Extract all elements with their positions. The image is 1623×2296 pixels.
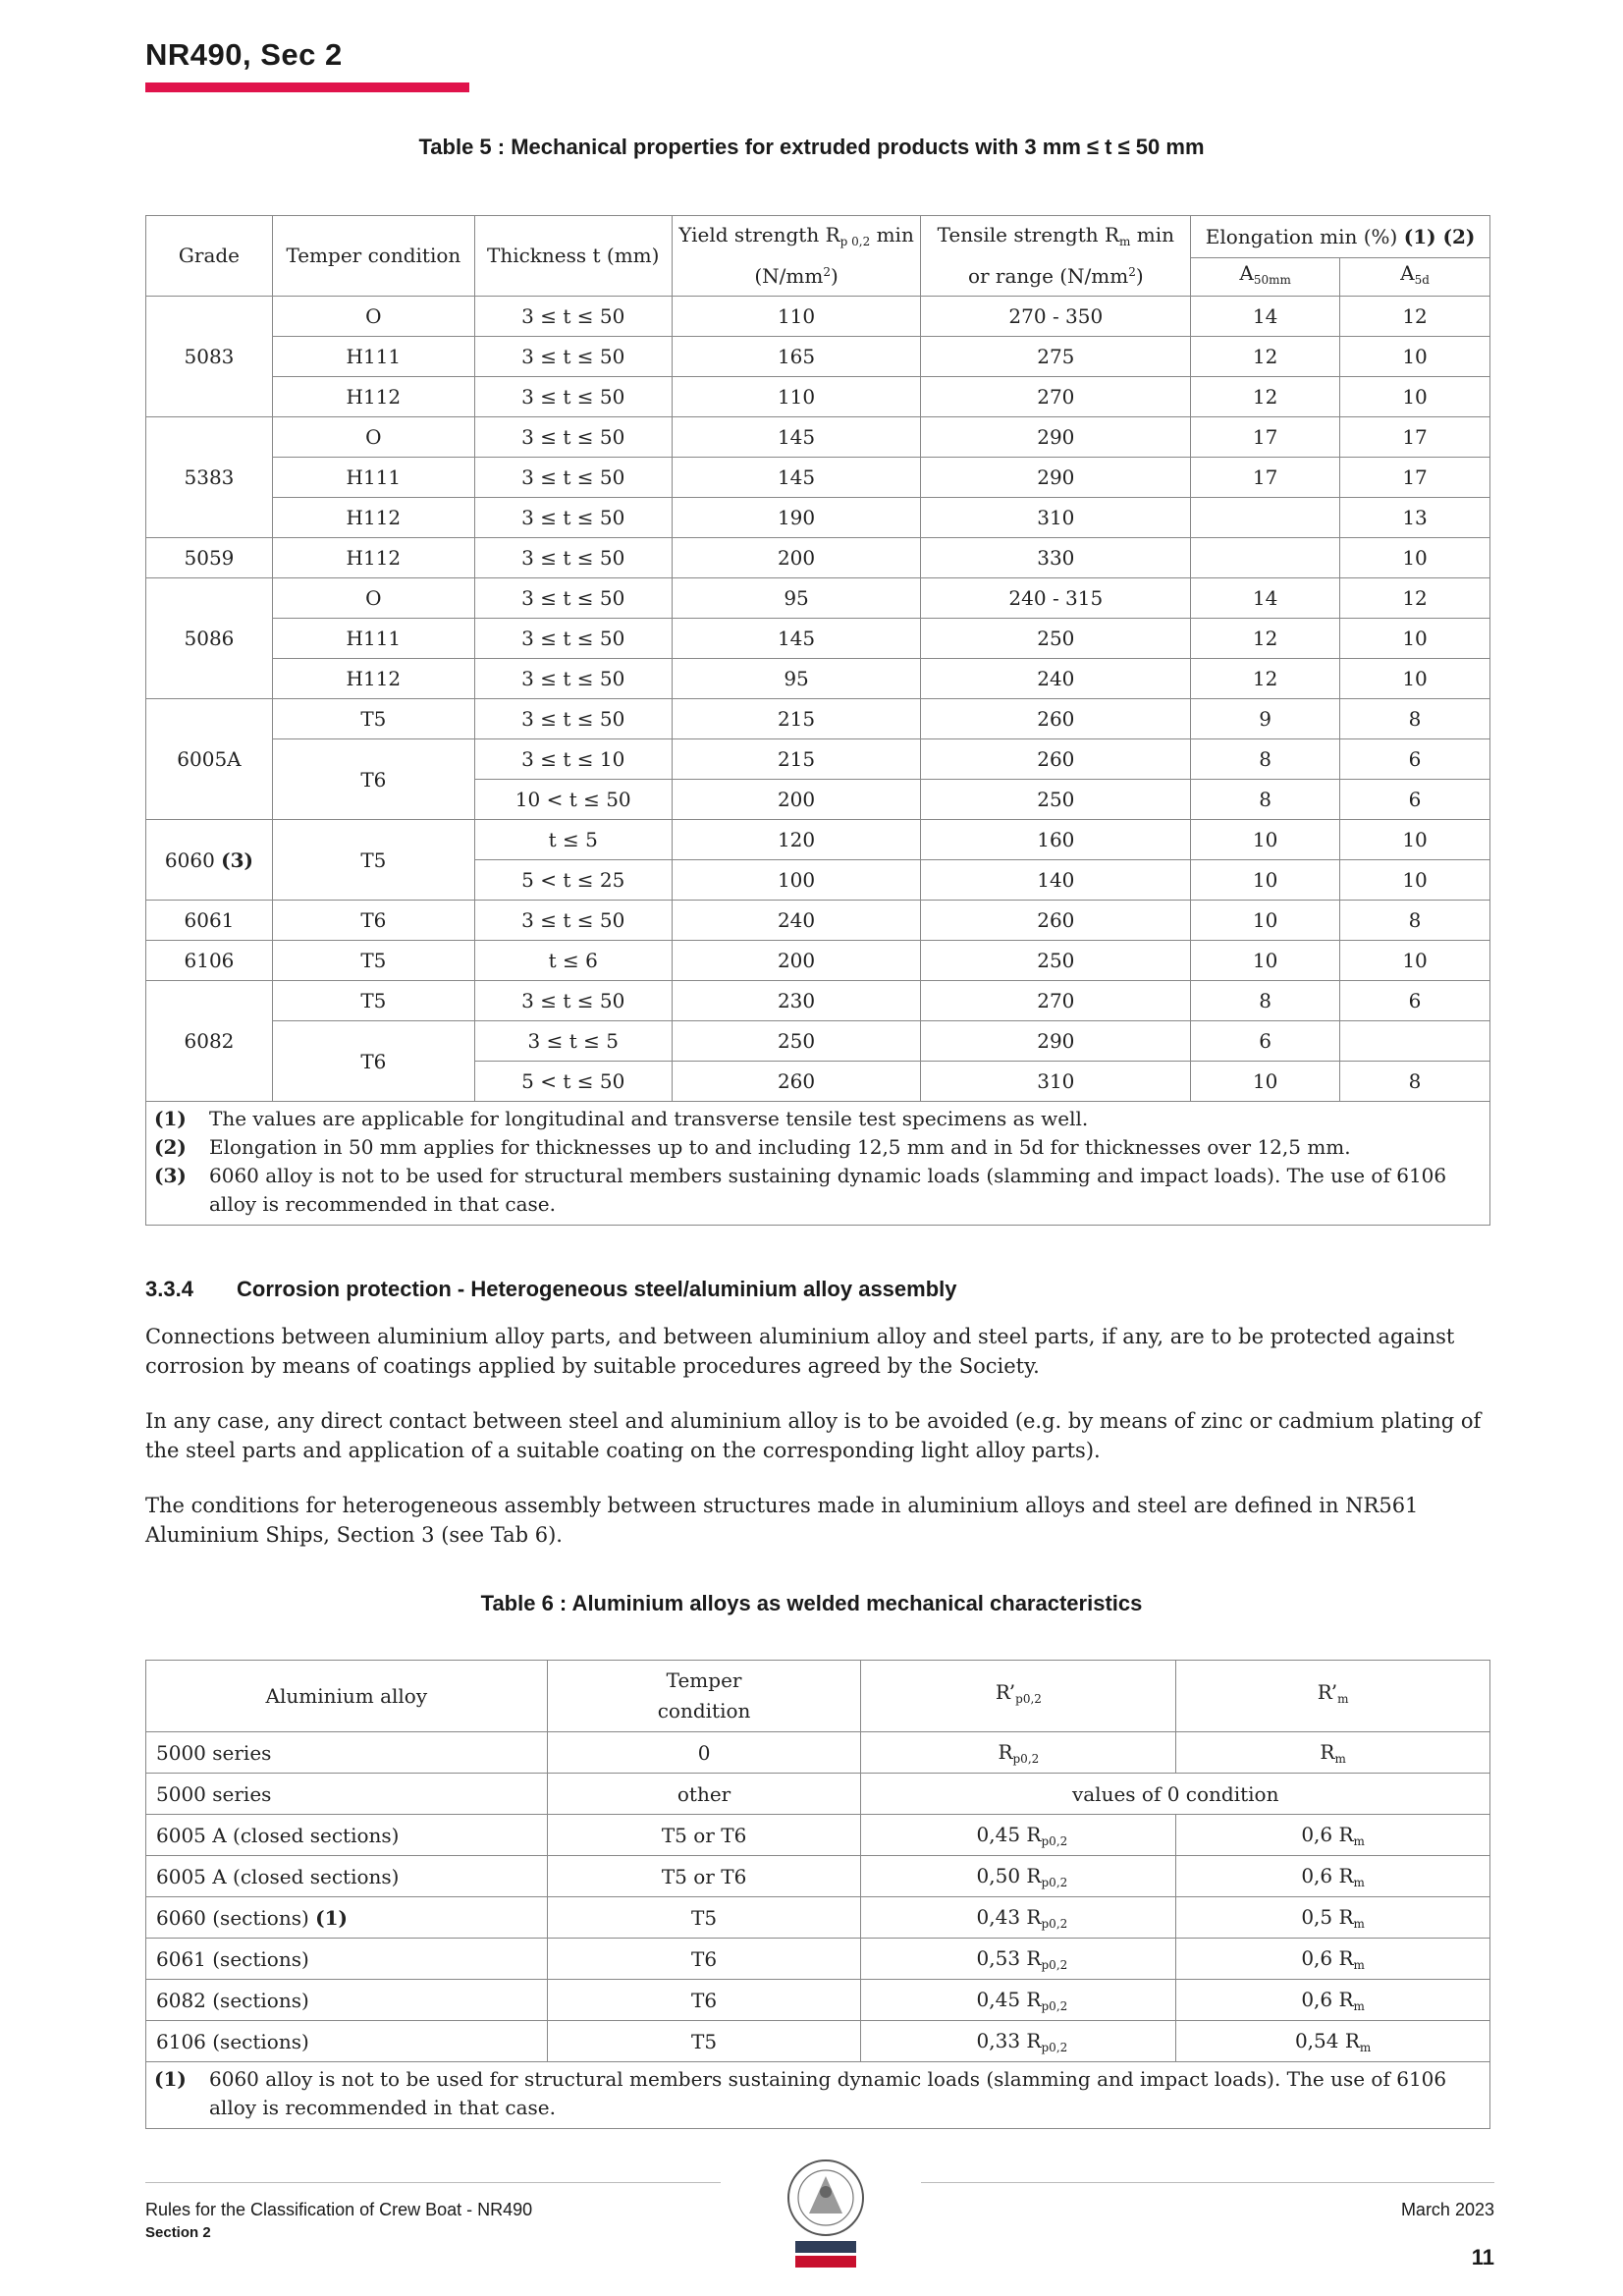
rp-cell: 0,45 $R_{p0,2}$ — [861, 1815, 1176, 1856]
temper-cell: H111 — [272, 337, 474, 377]
table-row — [146, 337, 1490, 377]
table-row — [146, 1897, 1490, 1939]
thickness-cell: 3 ≤ t ≤ 50 — [474, 538, 672, 578]
table-note: (3) 6060 alloy is not to be used for structural members sustaining dynamic loads (slamming and impact loads). The use of 6106 alloy is recommended in that case. — [154, 1164, 1447, 1216]
table-row — [146, 1980, 1490, 2021]
a5d-cell: 8 — [1340, 1062, 1490, 1102]
tensile-cell: 270 - 350 — [921, 297, 1191, 337]
yield-cell: 230 — [672, 981, 921, 1021]
table-row — [146, 2021, 1490, 2062]
tensile-cell: 250 — [921, 780, 1191, 820]
table-note: (2) Elongation in 50 mm applies for thicknesses up to and including 12,5 mm and in 5d for thicknesses over 12,5 mm. — [154, 1135, 1351, 1159]
temper-cell: T5 — [272, 941, 474, 981]
tensile-cell: 240 - 315 — [921, 578, 1191, 619]
temper-cell: T5 or T6 — [547, 1856, 861, 1897]
table-row — [146, 377, 1490, 417]
thickness-cell: 3 ≤ t ≤ 5 — [474, 1021, 672, 1062]
yield-cell: 215 — [672, 699, 921, 739]
tensile-cell: 275 — [921, 337, 1191, 377]
table-row — [146, 1021, 1490, 1062]
alloy-cell: 6060 (sections) (1) — [146, 1897, 548, 1939]
a50-cell: 10 — [1191, 1062, 1340, 1102]
yield-cell: 145 — [672, 417, 921, 458]
table-row — [146, 619, 1490, 659]
thickness-cell: 3 ≤ t ≤ 50 — [474, 578, 672, 619]
merged-value-cell: values of 0 condition — [861, 1774, 1490, 1815]
thickness-cell: 5 < t ≤ 50 — [474, 1062, 672, 1102]
table-row — [146, 1856, 1490, 1897]
temper-cell: O — [272, 578, 474, 619]
table-row — [146, 1815, 1490, 1856]
tensile-cell: 260 — [921, 699, 1191, 739]
thickness-cell: 3 ≤ t ≤ 50 — [474, 659, 672, 699]
thickness-cell: 3 ≤ t ≤ 50 — [474, 458, 672, 498]
a50-cell: 12 — [1191, 659, 1340, 699]
footer-divider — [921, 2182, 1494, 2183]
table-row — [146, 659, 1490, 699]
a50-cell: 6 — [1191, 1021, 1340, 1062]
rp-cell: 0,53 $R_{p0,2}$ — [861, 1939, 1176, 1980]
temper-cell: T6 — [272, 901, 474, 941]
yield-cell: 260 — [672, 1062, 921, 1102]
a50-cell: 12 — [1191, 377, 1340, 417]
yield-cell: 145 — [672, 619, 921, 659]
table-note: (1) The values are applicable for longitudinal and transverse tensile test specimens as well. — [154, 1107, 1089, 1130]
grade-cell: 5086 — [146, 578, 273, 699]
footer-doc-title: Rules for the Classification of Crew Boat - NR490 — [145, 2200, 533, 2219]
rp-cell: 0,45 $R_{p0,2}$ — [861, 1980, 1176, 2021]
table5-notes — [146, 1102, 1490, 1226]
yield-cell: 190 — [672, 498, 921, 538]
grade-cell: 6005A — [146, 699, 273, 820]
temper-cell: T6 — [547, 1939, 861, 1980]
a5d-cell: 10 — [1340, 659, 1490, 699]
tensile-cell: 250 — [921, 941, 1191, 981]
thickness-cell: t ≤ 6 — [474, 941, 672, 981]
yield-cell: 110 — [672, 297, 921, 337]
thickness-cell: 3 ≤ t ≤ 50 — [474, 417, 672, 458]
col-header-tensile: Tensile strength $R_m$ min or range $(N/mm^2)$ — [921, 216, 1191, 297]
table-row — [146, 458, 1490, 498]
a5d-cell: 8 — [1340, 699, 1490, 739]
yield-cell: 200 — [672, 780, 921, 820]
grade-cell: 6082 — [146, 981, 273, 1102]
tensile-cell: 250 — [921, 619, 1191, 659]
a50-cell: 10 — [1191, 941, 1340, 981]
table-row — [146, 820, 1490, 860]
temper-cell: H112 — [272, 377, 474, 417]
col-header-a50mm: $A_{50mm}$ — [1191, 258, 1340, 297]
table-row — [146, 901, 1490, 941]
a5d-cell: 13 — [1340, 498, 1490, 538]
a50-cell: 12 — [1191, 337, 1340, 377]
table-row — [146, 417, 1490, 458]
temper-cell: T6 — [547, 1980, 861, 2021]
temper-cell: H111 — [272, 458, 474, 498]
grade-cell: 5059 — [146, 538, 273, 578]
thickness-cell: 3 ≤ t ≤ 50 — [474, 619, 672, 659]
page-number: 11 — [1471, 2245, 1494, 2269]
table-row — [146, 1732, 1490, 1774]
thickness-cell: 3 ≤ t ≤ 50 — [474, 297, 672, 337]
table5-caption: Table 5 : Mechanical properties for extruded products with 3 mm ≤ t ≤ 50 mm — [418, 135, 1205, 159]
bureau-veritas-logo-icon — [782, 2157, 870, 2274]
a50-cell: 8 — [1191, 981, 1340, 1021]
temper-cell: H111 — [272, 619, 474, 659]
rp-cell: 0,50 $R_{p0,2}$ — [861, 1856, 1176, 1897]
alloy-cell: 6082 (sections) — [146, 1980, 548, 2021]
rm-cell: $R_m$ — [1176, 1732, 1490, 1774]
grade-cell: 5083 — [146, 297, 273, 417]
a50-cell: 10 — [1191, 901, 1340, 941]
a50-cell: 17 — [1191, 417, 1340, 458]
a5d-cell: 17 — [1340, 458, 1490, 498]
tensile-cell: 140 — [921, 860, 1191, 901]
table5 — [145, 215, 1490, 1226]
thickness-cell: 3 ≤ t ≤ 50 — [474, 377, 672, 417]
grade-cell: 6106 — [146, 941, 273, 981]
tensile-cell: 290 — [921, 458, 1191, 498]
footer-divider — [145, 2182, 721, 2183]
a50-cell: 10 — [1191, 820, 1340, 860]
temper-cell: T5 — [272, 820, 474, 901]
a5d-cell: 10 — [1340, 619, 1490, 659]
a5d-cell: 6 — [1340, 981, 1490, 1021]
rp-cell: 0,43 $R_{p0,2}$ — [861, 1897, 1176, 1939]
a50-cell: 14 — [1191, 297, 1340, 337]
thickness-cell: 3 ≤ t ≤ 50 — [474, 981, 672, 1021]
table-row — [146, 297, 1490, 337]
grade-cell: 6061 — [146, 901, 273, 941]
temper-cell: T6 — [272, 1021, 474, 1102]
table-row — [146, 699, 1490, 739]
a5d-cell: 10 — [1340, 538, 1490, 578]
footer-section: Section 2 — [145, 2224, 211, 2241]
temper-cell: H112 — [272, 498, 474, 538]
a5d-cell: 10 — [1340, 337, 1490, 377]
temper-cell: H112 — [272, 538, 474, 578]
col-header-elongation: Elongation min (%) (1) (2) — [1191, 216, 1490, 258]
a50-cell — [1191, 498, 1340, 538]
a5d-cell: 10 — [1340, 941, 1490, 981]
alloy-cell: 6061 (sections) — [146, 1939, 548, 1980]
a50-cell: 14 — [1191, 578, 1340, 619]
col-header-a5d: $A_{5d}$ — [1340, 258, 1490, 297]
a5d-cell: 12 — [1340, 297, 1490, 337]
temper-cell: O — [272, 417, 474, 458]
a50-cell — [1191, 538, 1340, 578]
col-header-grade: Grade — [146, 216, 273, 297]
rm-cell: 0,6 $R_m$ — [1176, 1856, 1490, 1897]
col-header-rp02: $R’_{p0,2}$ — [861, 1661, 1176, 1732]
tensile-cell: 310 — [921, 1062, 1191, 1102]
temper-cell: H112 — [272, 659, 474, 699]
yield-cell: 165 — [672, 337, 921, 377]
thickness-cell: 5 < t ≤ 25 — [474, 860, 672, 901]
temper-cell: O — [272, 297, 474, 337]
a5d-cell: 17 — [1340, 417, 1490, 458]
a5d-cell: 10 — [1340, 860, 1490, 901]
temper-cell: T6 — [272, 739, 474, 820]
temper-cell: T5 — [272, 981, 474, 1021]
tensile-cell: 270 — [921, 377, 1191, 417]
rm-cell: 0,6 $R_m$ — [1176, 1980, 1490, 2021]
alloy-cell: 5000 series — [146, 1732, 548, 1774]
col-header-thickness: Thickness t (mm) — [474, 216, 672, 297]
table-row — [146, 981, 1490, 1021]
tensile-cell: 330 — [921, 538, 1191, 578]
col-header-temper: Temper condition — [547, 1661, 861, 1732]
yield-cell: 250 — [672, 1021, 921, 1062]
a50-cell: 10 — [1191, 860, 1340, 901]
paragraph: The conditions for heterogeneous assembly between structures made in aluminium alloys and steel are defined in NR561 Aluminium Ships, Section 3 (see Tab 6). — [145, 1494, 1419, 1547]
thickness-cell: 10 < t ≤ 50 — [474, 780, 672, 820]
temper-cell: T5 — [547, 2021, 861, 2062]
table-row — [146, 1939, 1490, 1980]
tensile-cell: 260 — [921, 901, 1191, 941]
thickness-cell: 3 ≤ t ≤ 50 — [474, 337, 672, 377]
col-header-alloy: Aluminium alloy — [146, 1661, 548, 1732]
col-header-yield: Yield strength $R_{p 0,2}$ min $(N/mm^2)$ — [672, 216, 921, 297]
footer-document-info — [145, 2200, 532, 2241]
tensile-cell: 310 — [921, 498, 1191, 538]
tensile-cell: 290 — [921, 417, 1191, 458]
thickness-cell: 3 ≤ t ≤ 50 — [474, 901, 672, 941]
col-header-rm: $R’_m$ — [1176, 1661, 1490, 1732]
table-row — [146, 538, 1490, 578]
yield-cell: 215 — [672, 739, 921, 780]
yield-cell: 110 — [672, 377, 921, 417]
yield-cell: 120 — [672, 820, 921, 860]
a5d-cell: 10 — [1340, 820, 1490, 860]
temper-cell: other — [547, 1774, 861, 1815]
table-row — [146, 498, 1490, 538]
alloy-cell: 5000 series — [146, 1774, 548, 1815]
alloy-cell: 6005 A (closed sections) — [146, 1856, 548, 1897]
yield-cell: 100 — [672, 860, 921, 901]
a5d-cell: 12 — [1340, 578, 1490, 619]
a5d-cell: 10 — [1340, 377, 1490, 417]
paragraph: In any case, any direct contact between steel and aluminium alloy is to be avoided (e.g. by means of zinc or cadmium plating of the steel parts and application of a suitable coating on the corresponding light alloy parts). — [145, 1409, 1482, 1462]
table6-notes — [146, 2062, 1490, 2129]
yield-cell: 240 — [672, 901, 921, 941]
thickness-cell: 3 ≤ t ≤ 50 — [474, 699, 672, 739]
a5d-cell: 8 — [1340, 901, 1490, 941]
table-row — [146, 941, 1490, 981]
alloy-cell: 6106 (sections) — [146, 2021, 548, 2062]
running-header-title: NR490, Sec 2 — [145, 37, 343, 72]
tensile-cell: 240 — [921, 659, 1191, 699]
thickness-cell: 3 ≤ t ≤ 10 — [474, 739, 672, 780]
a50-cell: 8 — [1191, 739, 1340, 780]
paragraph: Connections between aluminium alloy parts, and between aluminium alloy and steel parts, if any, are to be protected against corrosion by means of coatings applied by suitable procedures agreed by the Society. — [145, 1325, 1455, 1378]
header-accent-bar — [145, 82, 469, 92]
rp-cell: $R_{p0,2}$ — [861, 1732, 1176, 1774]
yield-cell: 200 — [672, 538, 921, 578]
a5d-cell: 6 — [1340, 739, 1490, 780]
table-row — [146, 1774, 1490, 1815]
thickness-cell: 3 ≤ t ≤ 50 — [474, 498, 672, 538]
temper-cell: 0 — [547, 1732, 861, 1774]
rp-cell: 0,33 $R_{p0,2}$ — [861, 2021, 1176, 2062]
table-row — [146, 739, 1490, 780]
col-header-temper: Temper condition — [272, 216, 474, 297]
table6-caption: Table 6 : Aluminium alloys as welded mechanical characteristics — [480, 1591, 1143, 1615]
yield-cell: 200 — [672, 941, 921, 981]
grade-cell: 6060 (3) — [146, 820, 273, 901]
rm-cell: 0,54 $R_m$ — [1176, 2021, 1490, 2062]
footer-date: March 2023 — [1400, 2200, 1494, 2219]
yield-cell: 95 — [672, 578, 921, 619]
rm-cell: 0,6 $R_m$ — [1176, 1939, 1490, 1980]
tensile-cell: 290 — [921, 1021, 1191, 1062]
table-row — [146, 578, 1490, 619]
a5d-cell: 6 — [1340, 780, 1490, 820]
temper-cell: T5 or T6 — [547, 1815, 861, 1856]
a50-cell: 17 — [1191, 458, 1340, 498]
rm-cell: 0,6 $R_m$ — [1176, 1815, 1490, 1856]
section-heading: 3.3.4 Corrosion protection - Heterogeneous steel/aluminium alloy assembly — [145, 1277, 957, 1301]
table-note: (1) 6060 alloy is not to be used for structural members sustaining dynamic loads (slamming and impact loads). The use of 6106 alloy is recommended in that case. — [154, 2067, 1447, 2119]
a50-cell: 12 — [1191, 619, 1340, 659]
grade-cell: 5383 — [146, 417, 273, 538]
a5d-cell — [1340, 1021, 1490, 1062]
temper-cell: T5 — [272, 699, 474, 739]
tensile-cell: 160 — [921, 820, 1191, 860]
yield-cell: 145 — [672, 458, 921, 498]
tensile-cell: 260 — [921, 739, 1191, 780]
a50-cell: 8 — [1191, 780, 1340, 820]
alloy-cell: 6005 A (closed sections) — [146, 1815, 548, 1856]
temper-cell: T5 — [547, 1897, 861, 1939]
tensile-cell: 270 — [921, 981, 1191, 1021]
rm-cell: 0,5 $R_m$ — [1176, 1897, 1490, 1939]
a50-cell: 9 — [1191, 699, 1340, 739]
yield-cell: 95 — [672, 659, 921, 699]
table6 — [145, 1660, 1490, 2129]
thickness-cell: t ≤ 5 — [474, 820, 672, 860]
